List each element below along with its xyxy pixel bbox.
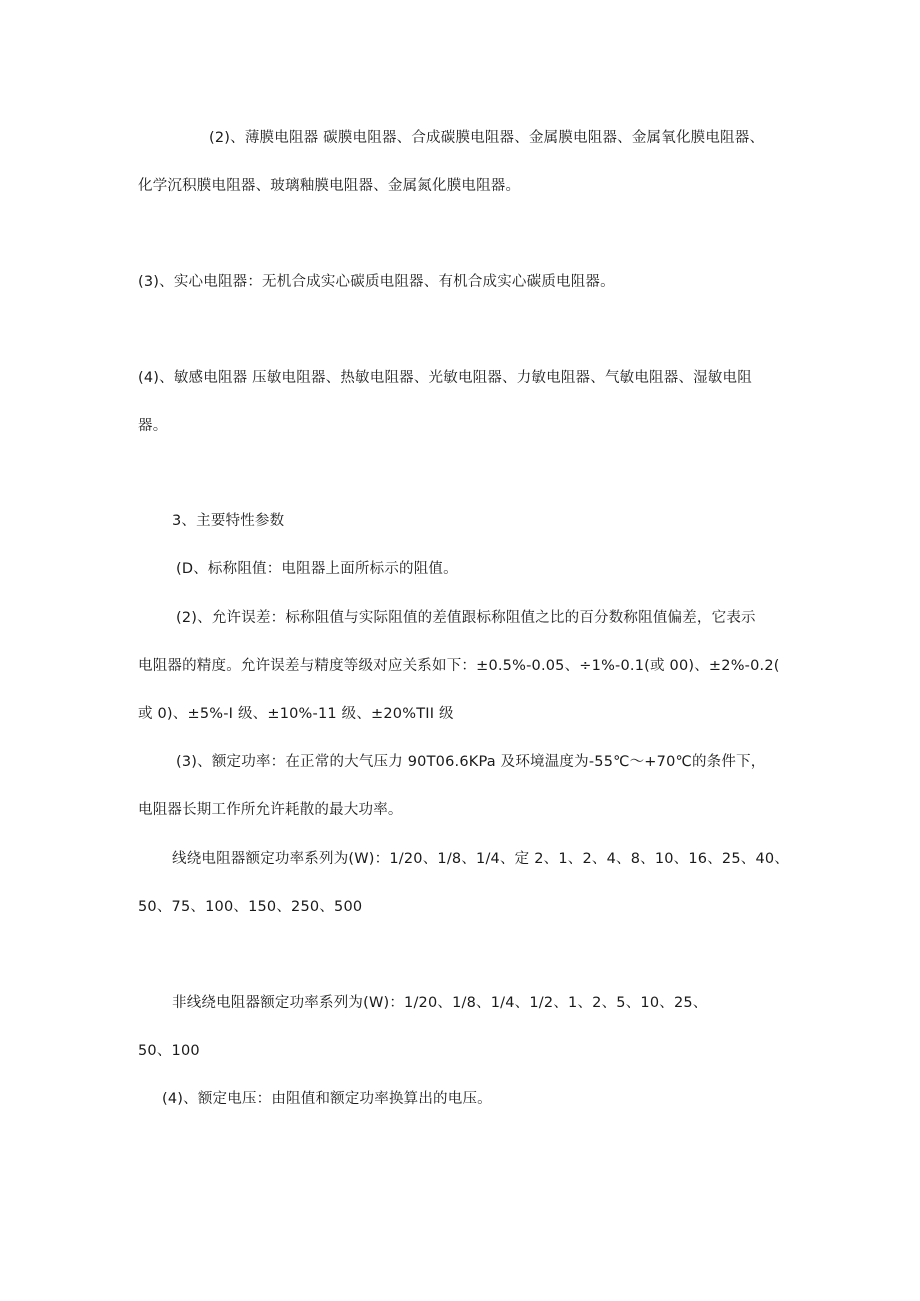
text-line: 非线绕电阻器额定功率系列为(W)：1/20、1/8、1/4、1/2、1、2、5、10、25、 <box>172 995 708 1011</box>
text-line: (4)、额定电压：由阻值和额定功率换算出的电压。 <box>162 1091 492 1107</box>
text-line: 器。 <box>138 418 168 434</box>
text-line: (2)、允许误差：标称阻值与实际阻值的差值跟标称阻值之比的百分数称阻值偏差，它表示 <box>176 610 756 626</box>
text-line: 或 0)、±5%-I 级、±10%-11 级、±20%TII 级 <box>138 706 454 722</box>
text-line: 化学沉积膜电阻器、玻璃釉膜电阻器、金属氮化膜电阻器。 <box>138 178 521 194</box>
text-line: 电阻器长期工作所允许耗散的最大功率。 <box>138 802 403 818</box>
text-line: (4)、敏感电阻器 压敏电阻器、热敏电阻器、光敏电阻器、力敏电阻器、气敏电阻器、湿敏电阻 <box>138 370 752 386</box>
text-line: 线绕电阻器额定功率系列为(W)：1/20、1/8、1/4、定 2、1、2、4、8、10、16、25、40、 <box>172 851 790 867</box>
text-line: (2)、薄膜电阻器 碳膜电阻器、合成碳膜电阻器、金属膜电阻器、金属氧化膜电阻器、 <box>209 130 765 146</box>
text-line: 电阻器的精度。允许误差与精度等级对应关系如下：±0.5%-0.05、÷1%-0.1(或 00)、±2%-0.2( <box>138 658 780 674</box>
text-line: (3)、实心电阻器：无机合成实心碳质电阻器、有机合成实心碳质电阻器。 <box>138 274 615 290</box>
section-heading: 3、主要特性参数 <box>172 513 285 529</box>
text-line: (3)、额定功率：在正常的大气压力 90T06.6KPa 及环境温度为-55℃～+70℃的条件下， <box>176 754 766 770</box>
text-line: (D、标称阻值：电阻器上面所标示的阻值。 <box>176 561 458 577</box>
text-line: 50、75、100、150、250、500 <box>138 899 363 915</box>
text-line: 50、100 <box>138 1043 200 1059</box>
